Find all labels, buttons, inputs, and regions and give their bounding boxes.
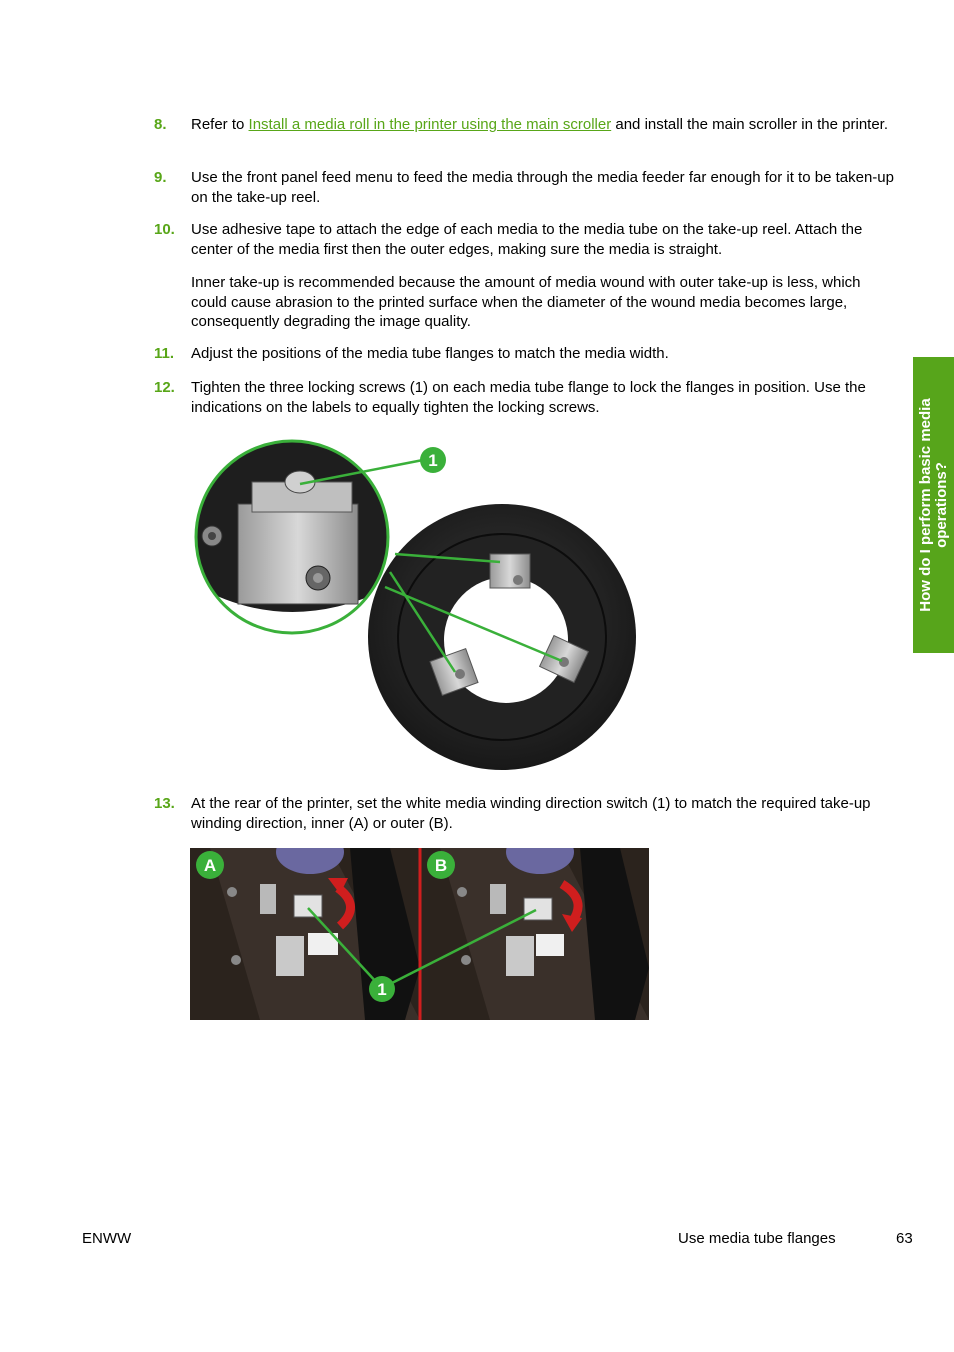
step-number: 10.	[154, 221, 175, 238]
footer-left: ENWW	[82, 1230, 132, 1247]
callout-number: 1	[377, 980, 387, 999]
callout-badge	[420, 447, 446, 473]
footer-section-title: Use media tube flanges	[678, 1230, 836, 1247]
step-text: Use the front panel feed menu to feed the media through the media feeder far enough for it to be taken-up on the take-up reel.	[191, 169, 894, 206]
label-a: A	[203, 856, 217, 875]
flange-bracket	[490, 554, 530, 588]
page-number: 63	[896, 1230, 913, 1247]
winding-switch-figure	[190, 848, 649, 1020]
step-number: 12.	[154, 379, 175, 396]
callout-number: 1	[428, 451, 438, 470]
step-text: Tighten the three locking screws (1) on each media tube flange to lock the flanges in position. Use the indications on the labels to equally tighten the locking screws.	[191, 379, 866, 416]
step-number: 9.	[154, 169, 167, 186]
callout-badge	[369, 976, 395, 1002]
zoom-detail	[190, 432, 400, 642]
label-a-badge	[196, 851, 224, 879]
install-media-roll-link[interactable]: Install a media roll in the printer using the main scroller	[248, 116, 612, 133]
step-number: 8.	[154, 116, 167, 133]
step-number: 11.	[154, 345, 175, 362]
step-paragraph: Use adhesive tape to attach the edge of each media to the media tube on the take-up reel. Attach the center of the media first then the outer edges, making sure the media is straight.	[191, 221, 863, 258]
step-text-post: and install the main scroller in the printer.	[611, 116, 889, 133]
chapter-side-tab[interactable]	[913, 357, 954, 653]
step-number: 13.	[154, 795, 175, 812]
step-text-pre: Refer to	[191, 116, 249, 133]
step-text	[191, 220, 896, 346]
label-b-badge	[427, 851, 455, 879]
step-text: At the rear of the printer, set the white media winding direction switch (1) to match the required take-up winding direction, inner (A) or outer (B).	[191, 795, 871, 832]
chapter-tab-label: How do I perform basic media operations?	[916, 398, 950, 612]
step-text: Adjust the positions of the media tube flanges to match the media width.	[191, 345, 669, 362]
step-text	[191, 115, 896, 135]
flange-locking-screws-figure	[190, 432, 650, 777]
step-note: Inner take-up is recommended because the amount of media wound with outer take-up is less, which could cause abrasion to the printed surface when the diameter of the wound media becomes large, consequently degrading the image quality.	[191, 274, 861, 330]
label-b: B	[434, 856, 448, 875]
